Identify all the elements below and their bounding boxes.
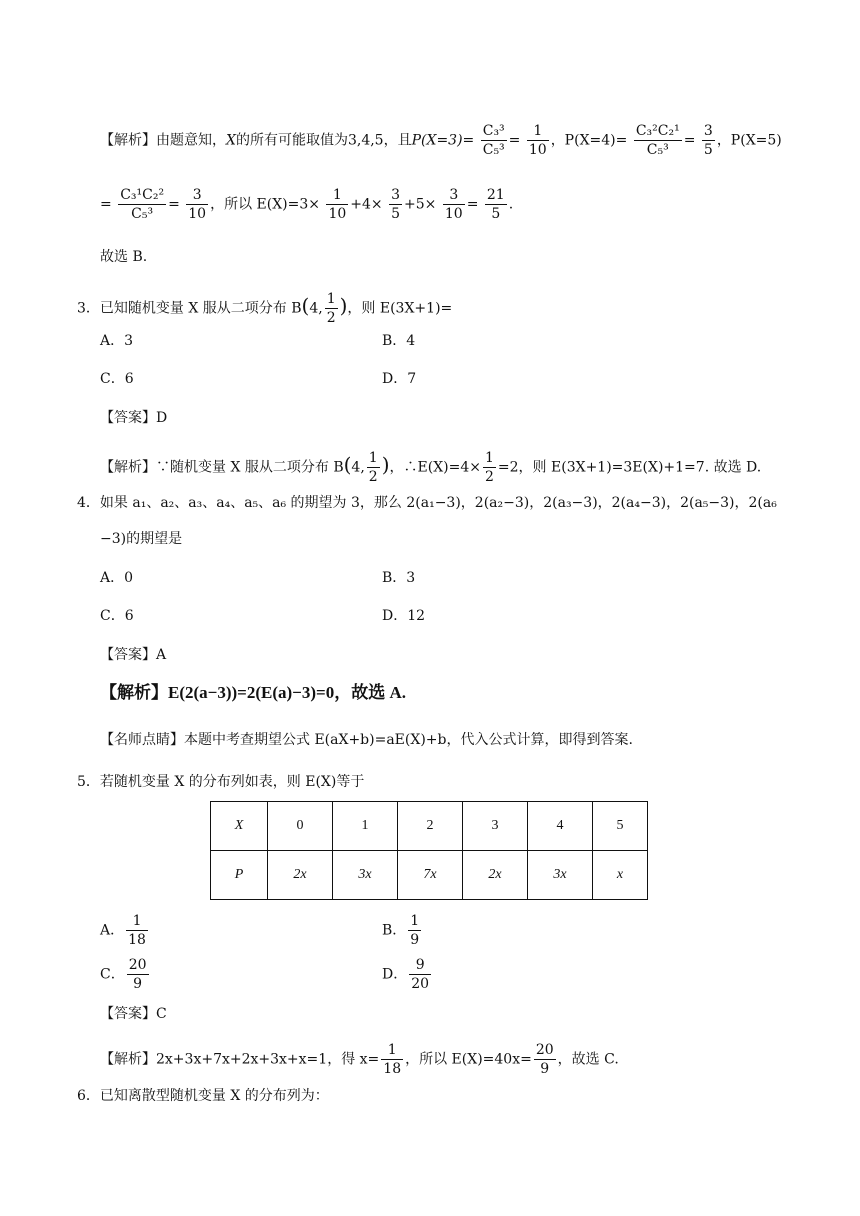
fraction (118, 186, 166, 223)
fraction-numerator: 1 (132, 913, 142, 929)
table-cell: 3 (463, 802, 528, 851)
option-letter: D． (382, 966, 408, 983)
solution-text: ，故选 C. (557, 1051, 619, 1068)
q3-solution: 【解析】∵随机变量 X 服从二项分布 B(4, $\frac{1}{2}$ )，∴E(X)=4× $\frac{1}{2}$ =2，则 E(3X+1)=3E(X)+1=7. 故选 D. (100, 450, 762, 485)
fraction-denominator: 20 (411, 976, 430, 992)
fraction-denominator: 18 (383, 1061, 402, 1077)
fraction-numerator: 3 (192, 187, 202, 203)
option-letter: A． (100, 922, 125, 939)
tip: 【名师点睛】本题中考查期望公式 E(aX+b)=aE(X)+b，代入公式计算，即得到答案. (100, 732, 633, 748)
fraction-numerator: 1 (485, 450, 494, 466)
table-cell: 2x (463, 851, 528, 900)
option-c (100, 956, 151, 993)
distribution-table (210, 801, 648, 900)
solution-text: 【解析】2x+3x+7x+2x+3x+x=1，得 x= (100, 1051, 380, 1068)
equals-sign: = (466, 196, 479, 213)
q2-solution-line1 (100, 122, 782, 159)
prob-expr: ，P(X=5) (716, 132, 782, 149)
fraction (367, 449, 380, 486)
fraction (409, 956, 431, 993)
option-d: D．12 (382, 608, 426, 624)
fraction-numerator: C₃³ (482, 123, 505, 139)
prob-expr: ，P(X=4)= (550, 132, 628, 149)
option-b (382, 912, 423, 949)
fraction (127, 956, 149, 993)
fraction-denominator: C₅³ (118, 204, 166, 223)
option-d: D．7 (382, 371, 417, 387)
fraction-denominator: C₅³ (634, 140, 682, 159)
equals-sign: = (168, 196, 180, 213)
q2-solution-line2 (100, 186, 513, 223)
fraction-denominator: 9 (127, 974, 149, 993)
equals-sign: = (508, 132, 521, 149)
answer: 【答案】C (100, 1006, 167, 1022)
fraction (381, 1041, 403, 1078)
fraction (325, 290, 338, 327)
fraction-denominator: 18 (128, 932, 146, 948)
table-cell: 4 (528, 802, 593, 851)
fraction (702, 122, 715, 159)
fraction-numerator: C₃²C₂¹ (635, 123, 680, 139)
fraction (483, 449, 496, 486)
answer: 【答案】D (100, 410, 168, 426)
table-cell: x (593, 851, 648, 900)
fraction-numerator: 1 (332, 187, 342, 203)
fraction (534, 1041, 556, 1078)
q3-stem: 3．已知随机变量 X 服从二项分布 B(4, $\frac{1}{2}$ )，则 E(3X+1)= (77, 291, 453, 326)
fraction (634, 122, 682, 159)
fraction-denominator: 10 (528, 142, 547, 158)
fraction-numerator: 20 (128, 957, 147, 973)
fraction-denominator: 5 (391, 206, 401, 222)
question-text: ，则 E(3X+1)= (347, 300, 453, 317)
option-c: C．6 (100, 608, 134, 624)
q5-stem: 5．若随机变量 X 的分布列如表，则 E(X)等于 (77, 774, 365, 790)
fraction-numerator: 3 (391, 187, 401, 203)
fraction-denominator: 5 (485, 204, 507, 223)
fraction (326, 186, 348, 223)
table-cell: P (211, 851, 268, 900)
q2-conclusion: 故选 B. (100, 249, 148, 265)
fraction-denominator: 2 (368, 469, 378, 485)
option-c: C．6 (100, 371, 134, 387)
q4-stem-line1: 4．如果 a₁、a₂、a₃、a₄、a₅、a₆ 的期望为 3，那么 2(a₁−3)，2(a₂−3)，2(a₃−3)，2(a₄−3)，2(a₅−3)，2(a₆ (77, 495, 777, 511)
q4-solution-image: 【解析】E(2(a−3))=2(E(a)−3)=0，故选 A. (100, 683, 406, 702)
fraction-denominator: 10 (188, 206, 207, 222)
option-d (382, 956, 433, 993)
option-a: A．0 (100, 570, 134, 586)
solution-text: 【解析】∵随机变量 X 服从二项分布 B (100, 459, 344, 476)
option-letter: C． (100, 966, 125, 983)
table-cell: 5 (593, 802, 648, 851)
fraction-denominator: C₅³ (482, 142, 505, 158)
fraction-numerator: 3 (703, 123, 713, 139)
equals-sign: = (100, 196, 112, 213)
solution-text: =2，则 E(3X+1)=3E(X)+1=7. 故选 D. (497, 459, 762, 476)
fraction-denominator: 5 (703, 142, 713, 158)
solution-text: ，∴E(X)=4× (389, 459, 481, 476)
q5-solution (100, 1041, 619, 1078)
period: . (508, 196, 514, 213)
table-cell: X (211, 802, 268, 851)
fraction (527, 122, 549, 159)
solution-text: 的所有可能取值为3,4,5，且 (235, 132, 412, 149)
table-cell: 2x (268, 851, 333, 900)
fraction (485, 186, 507, 223)
fraction (389, 186, 402, 223)
variable: X (226, 132, 236, 149)
answer: 【答案】A (100, 647, 167, 663)
option-b: B．4 (382, 333, 416, 349)
table-row (211, 851, 648, 900)
fraction-denominator: 9 (410, 932, 420, 948)
option-letter: B． (382, 922, 407, 939)
fraction (481, 122, 507, 159)
fraction-numerator: 1 (326, 291, 336, 307)
option-b: B．3 (382, 570, 416, 586)
table-cell: 3x (528, 851, 593, 900)
fraction-numerator: 3 (449, 187, 459, 203)
solution-text: +5× (404, 196, 437, 213)
fraction (408, 912, 421, 949)
question-text: 3．已知随机变量 X 服从二项分布 B (77, 300, 302, 317)
fraction (186, 186, 208, 223)
fraction-numerator: 1 (368, 450, 378, 466)
fraction-numerator: 1 (387, 1042, 397, 1058)
param: 4, (309, 300, 323, 317)
fraction-numerator: C₃¹C₂² (120, 187, 165, 203)
option-a: A．3 (100, 333, 134, 349)
table-cell: 3x (333, 851, 398, 900)
equals-sign: = (683, 132, 696, 149)
solution-text: ，所以 E(X)=3× (210, 196, 321, 213)
fraction (443, 186, 465, 223)
param: 4, (351, 459, 365, 476)
prob-expr: P(X=3)= (411, 132, 475, 149)
fraction-numerator: 20 (535, 1042, 554, 1058)
fraction-numerator: 21 (486, 187, 505, 203)
q4-stem-line2: −3)的期望是 (100, 531, 183, 547)
fraction-denominator: 2 (485, 469, 494, 485)
fraction-denominator: 9 (534, 1059, 556, 1078)
table-cell: 2 (398, 802, 463, 851)
table-cell: 1 (333, 802, 398, 851)
fraction-denominator: 10 (444, 206, 463, 222)
table-row (211, 802, 648, 851)
solution-text: ，所以 E(X)=40x= (405, 1051, 532, 1068)
option-a (100, 912, 150, 949)
fraction-denominator: 2 (326, 310, 336, 326)
fraction (126, 912, 148, 949)
fraction-numerator: 1 (533, 123, 543, 139)
fraction-numerator: 1 (410, 913, 420, 929)
table-cell: 7x (398, 851, 463, 900)
fraction-numerator: 9 (415, 957, 425, 973)
fraction-denominator: 10 (328, 206, 347, 222)
table-cell: 0 (268, 802, 333, 851)
q6-stem: 6．已知离散型随机变量 X 的分布列为： (77, 1088, 329, 1104)
solution-text: +4× (350, 196, 383, 213)
solution-label: 【解析】由题意知， (100, 132, 226, 149)
